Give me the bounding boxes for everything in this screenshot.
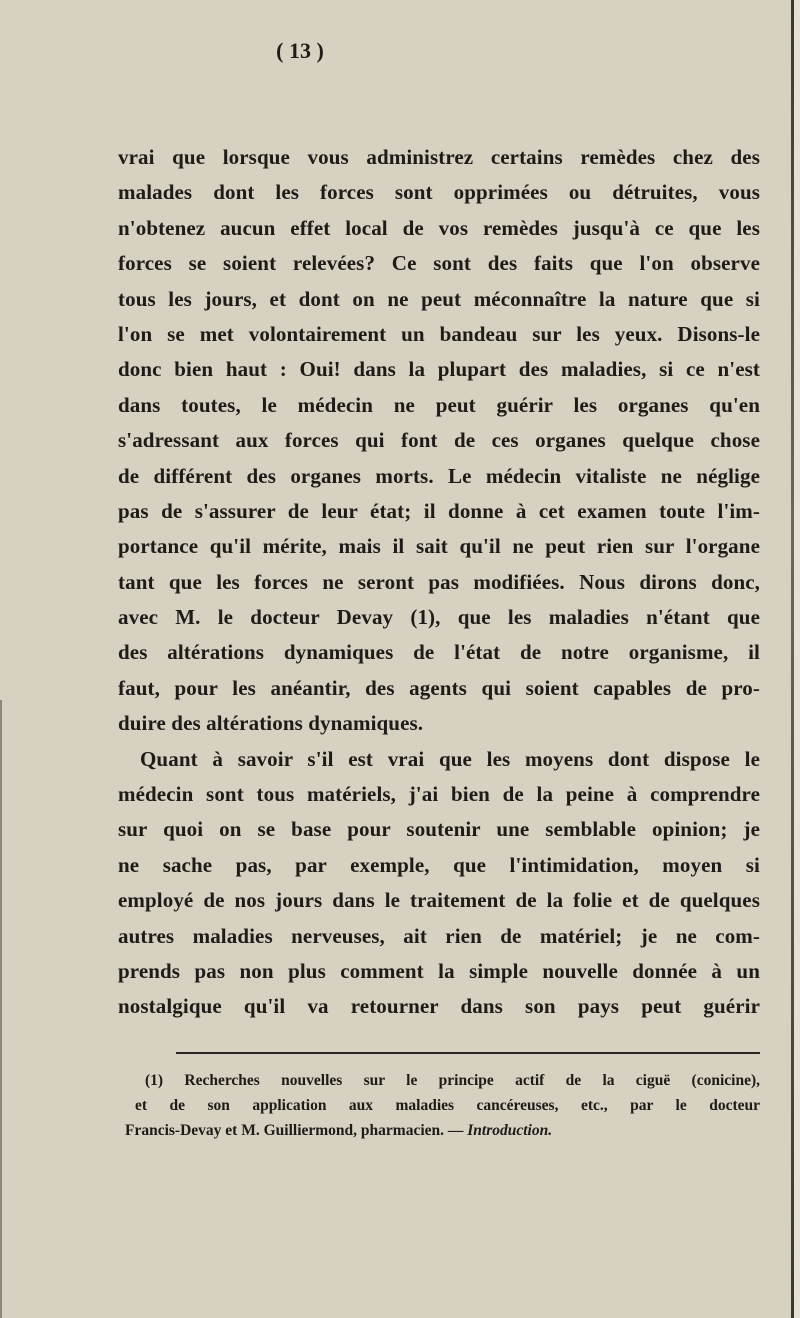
text-line: médecin sont tous matériels, j'ai bien de la peine à comprendre [118, 782, 760, 807]
footnote-rule [176, 1052, 760, 1054]
footnote-line: (1) Recherches nouvelles sur le principe actif de la ciguë (conicine), [145, 1072, 760, 1089]
page-edge-shadow [791, 0, 794, 1318]
text-line: duire des altérations dynamiques. [118, 711, 424, 736]
text-line: tous les jours, et dont on ne peut méconnaître la nature que si [118, 286, 760, 311]
text-line: de différent des organes morts. Le médecin vitaliste ne néglige [118, 463, 760, 488]
footnote-text: Francis-Devay et M. Guilliermond, pharmacien. — [125, 1122, 464, 1139]
body-text [118, 140, 760, 1025]
page-edge [794, 0, 800, 1318]
footnote-line [125, 1118, 760, 1143]
text-line: faut, pour les anéantir, des agents qui soient capables de pro- [118, 675, 760, 700]
text-line: pas de s'assurer de leur état; il donne à cet examen toute l'im- [118, 498, 760, 523]
page-number: ( 13 ) [276, 38, 324, 63]
footnote-italic: Introduction. [467, 1122, 553, 1139]
text-line: forces se soient relevées? Ce sont des faits que l'on observe [118, 251, 760, 276]
text-line: l'on se met volontairement un bandeau sur les yeux. Disons-le [118, 321, 760, 346]
text-line: autres maladies nerveuses, ait rien de matériel; je ne com- [118, 923, 760, 948]
text-line: Quant à savoir s'il est vrai que les moyens dont dispose le [140, 746, 760, 771]
text-line: donc bien haut : Oui! dans la plupart des maladies, si ce n'est [118, 357, 760, 382]
text-line: employé de nos jours dans le traitement de la folie et de quelques [118, 888, 760, 913]
text-line: nostalgique qu'il va retourner dans son pays peut guérir [118, 994, 760, 1019]
text-line: portance qu'il mérite, mais il sait qu'il ne peut rien sur l'organe [118, 534, 760, 559]
text-line: tant que les forces ne seront pas modifiées. Nous dirons donc, [118, 569, 760, 594]
text-line: malades dont les forces sont opprimées ou détruites, vous [118, 180, 760, 205]
text-line: dans toutes, le médecin ne peut guérir les organes qu'en [118, 392, 760, 417]
text-line: ne sache pas, par exemple, que l'intimidation, moyen si [118, 852, 760, 877]
footnote-line: et de son application aux maladies cancéreuses, etc., par le docteur [135, 1097, 760, 1114]
page-edge-left [0, 700, 2, 1318]
text-line: avec M. le docteur Devay (1), que les maladies n'étant que [118, 605, 760, 630]
text-line: sur quoi on se base pour soutenir une semblable opinion; je [118, 817, 760, 842]
text-line: prends pas non plus comment la simple nouvelle donnée à un [118, 958, 760, 983]
footnote [125, 1068, 760, 1143]
text-line: n'obtenez aucun effet local de vos remèdes jusqu'à ce que les [118, 215, 760, 240]
text-line: s'adressant aux forces qui font de ces organes quelque chose [118, 428, 760, 453]
text-line: vrai que lorsque vous administrez certains remèdes chez des [118, 145, 760, 169]
text-line: des altérations dynamiques de l'état de notre organisme, il [118, 640, 760, 665]
